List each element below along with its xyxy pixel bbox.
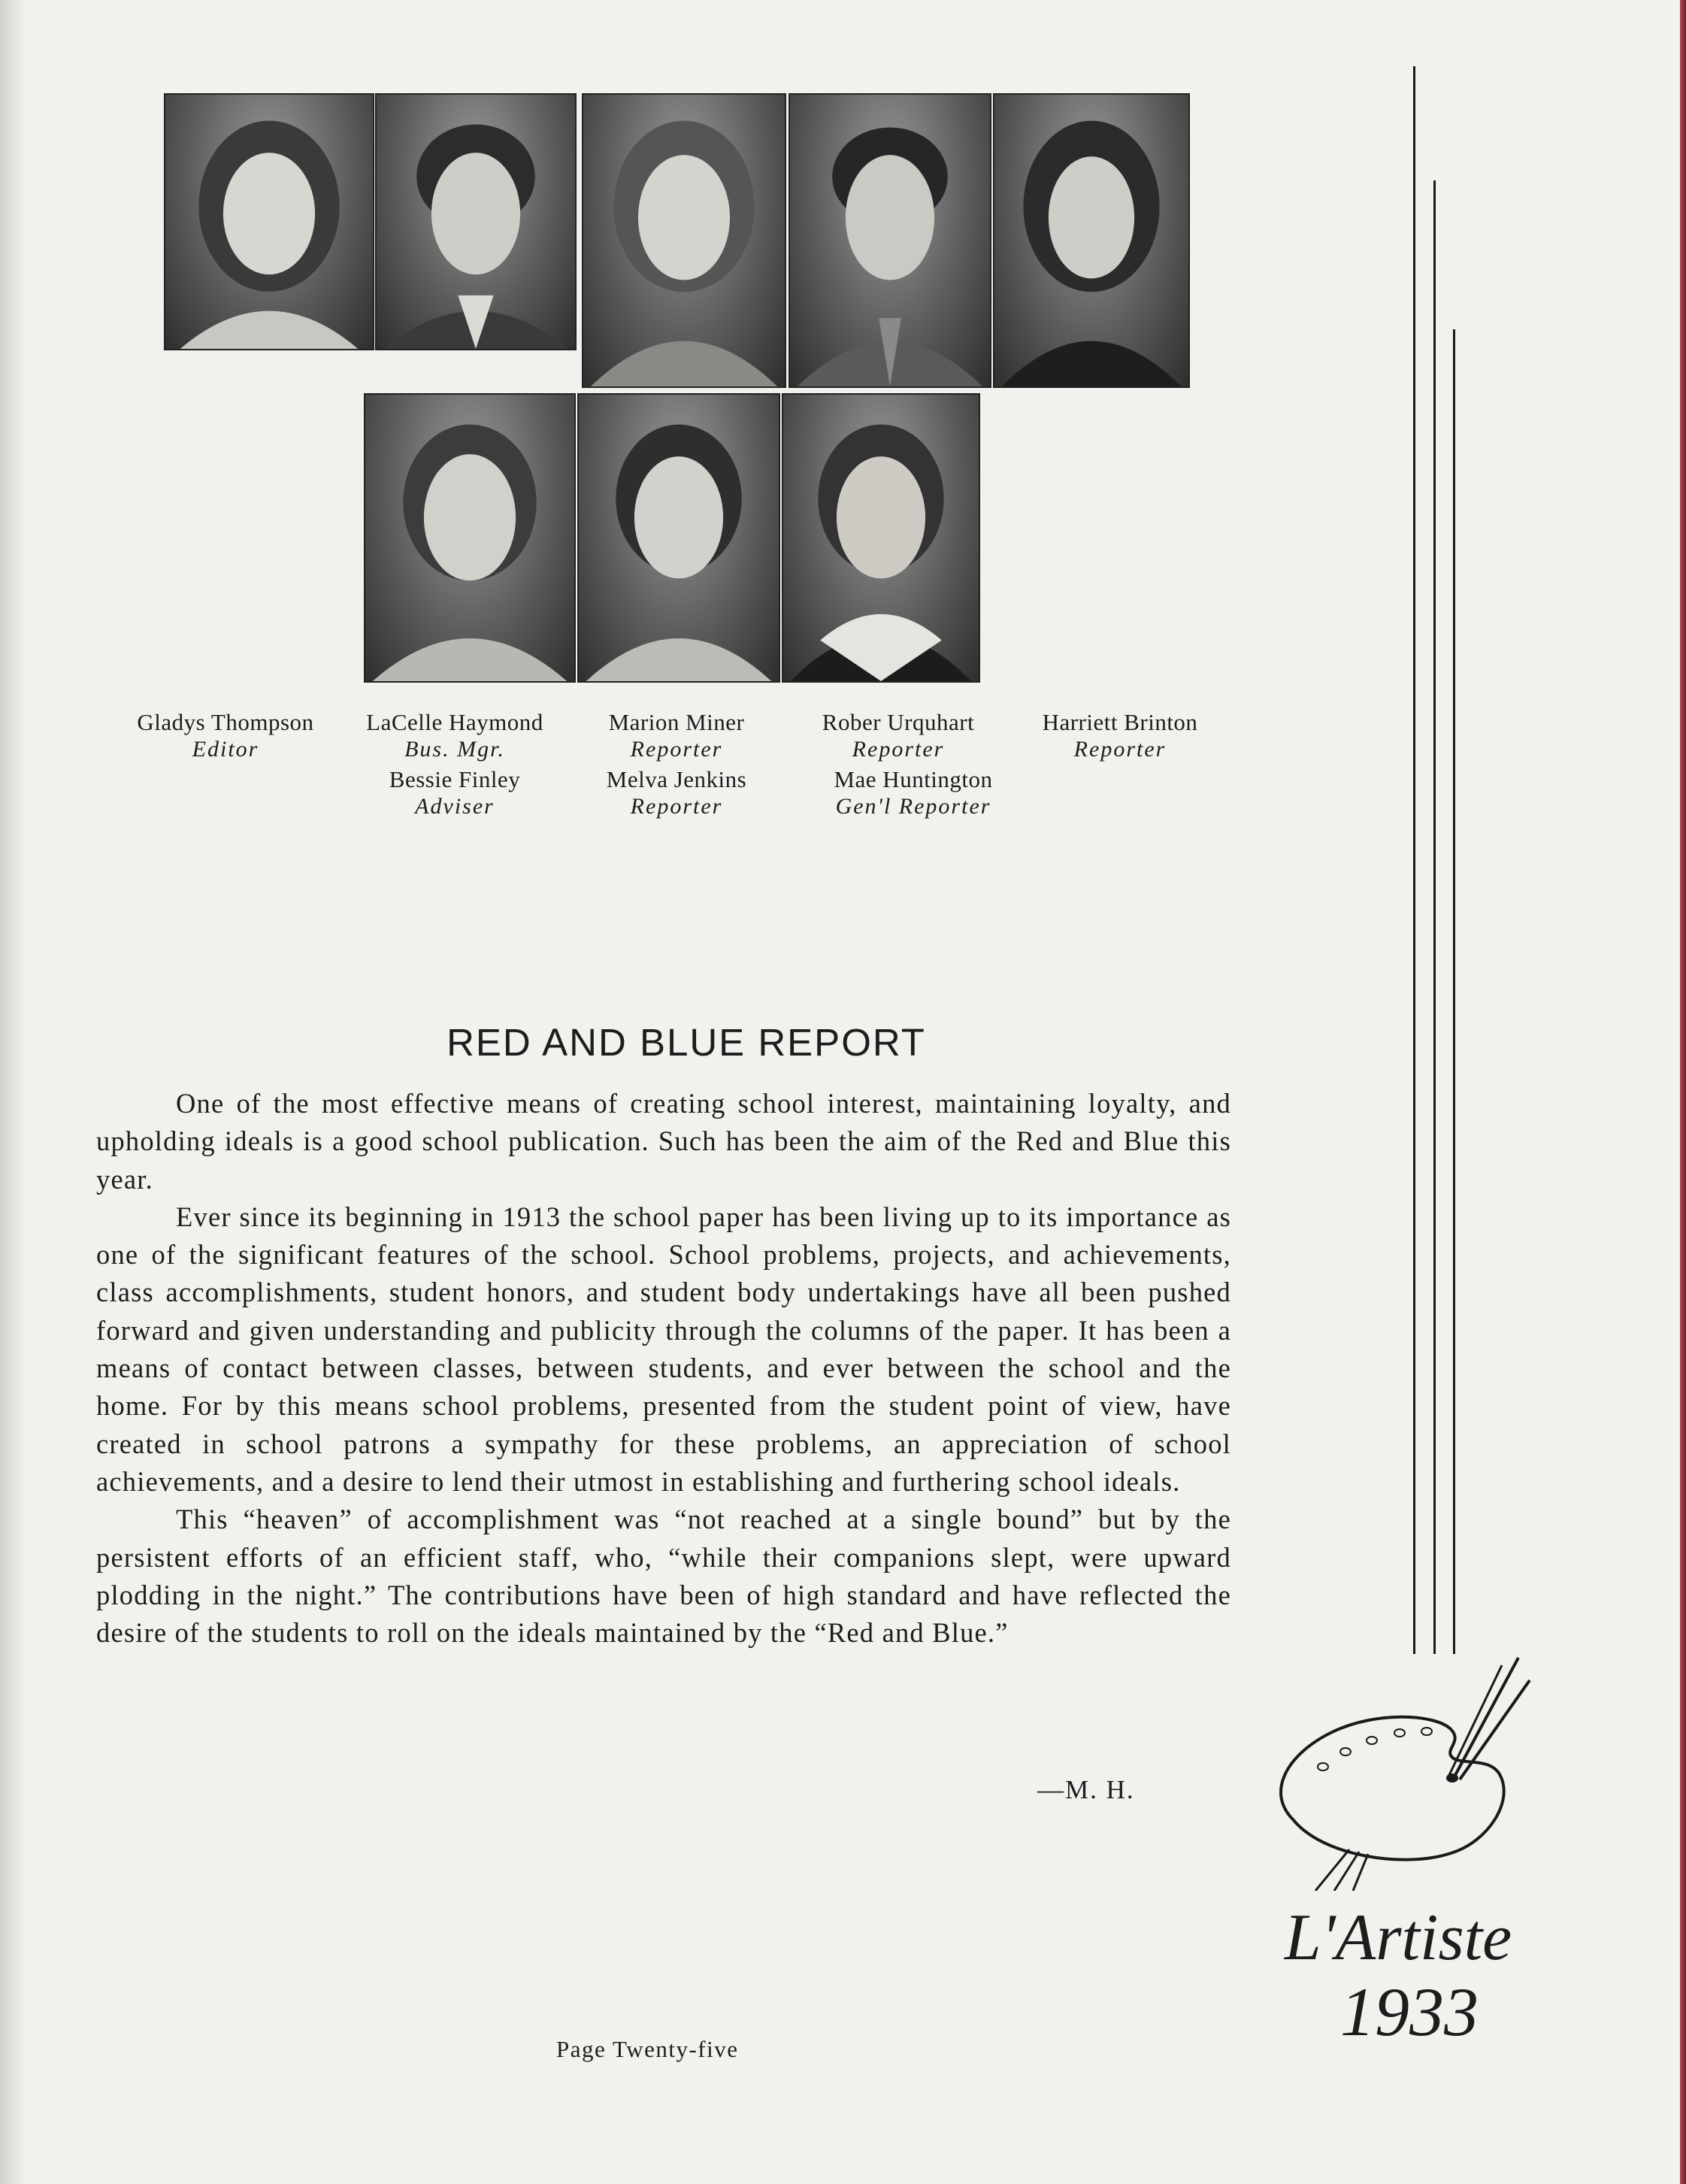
staff-role: Reporter xyxy=(852,737,945,762)
staff-name: Gladys Thompson xyxy=(137,709,314,735)
yearbook-name: L'Artiste xyxy=(1284,1901,1512,1974)
paper-edge xyxy=(0,0,27,2184)
caption-gladys-thompson xyxy=(109,709,342,763)
article-title: RED AND BLUE REPORT xyxy=(446,1021,926,1064)
staff-role: Editor xyxy=(192,737,259,762)
caption-mae-huntington xyxy=(797,766,1030,820)
staff-role: Gen'l Reporter xyxy=(835,794,991,819)
article-paragraph: This “heaven” of accomplishment was “not reached at a single bound” but by the persistent efforts of an efficient staff, who, “while their companions slept, were upward plodding in the night.” The contributions have been of high standard and have reflected the desire of the students to roll on the ideals maintained by the “Red and Blue.” xyxy=(96,1504,1231,1649)
portrait-mae-huntington xyxy=(782,393,980,683)
staff-name: Bessie Finley xyxy=(389,766,521,792)
caption-rober-urquhart xyxy=(793,709,1003,763)
binding-edge xyxy=(1680,0,1686,2184)
portrait-bessie-finley xyxy=(364,393,576,683)
staff-role: Reporter xyxy=(630,794,723,819)
staff-name: Marion Miner xyxy=(608,709,745,735)
staff-role: Reporter xyxy=(630,737,723,762)
caption-marion-miner xyxy=(571,709,782,763)
portrait-melva-jenkins xyxy=(577,393,780,683)
caption-harriett-brinton xyxy=(1011,709,1229,763)
yearbook-year: 1933 xyxy=(1340,1973,1479,2050)
staff-name: Harriett Brinton xyxy=(1042,709,1198,735)
staff-name: LaCelle Haymond xyxy=(366,709,543,735)
yearbook-logo xyxy=(1263,1902,1533,2049)
caption-lacelle-haymond xyxy=(342,709,568,763)
article-signature: —M. H. xyxy=(1037,1775,1135,1804)
caption-melva-jenkins xyxy=(571,766,782,820)
decorative-line xyxy=(1453,329,1455,1654)
portrait-lacelle-haymond xyxy=(375,93,577,350)
staff-name: Melva Jenkins xyxy=(606,766,747,792)
decorative-line xyxy=(1413,66,1415,1654)
portrait-gladys-thompson xyxy=(164,93,374,350)
article-paragraph: One of the most effective means of creating school interest, maintaining loyalty, and upholding ideals is a good school publication. Such has been the aim of the Red and Blue this year. xyxy=(96,1088,1231,1195)
portrait-harriett-brinton xyxy=(993,93,1190,388)
caption-bessie-finley xyxy=(342,766,568,820)
staff-role: Bus. Mgr. xyxy=(404,737,505,762)
portrait-rober-urquhart xyxy=(789,93,991,388)
article-body xyxy=(96,1085,1231,1652)
staff-name: Rober Urquhart xyxy=(822,709,975,735)
staff-name: Mae Huntington xyxy=(834,766,993,792)
staff-role: Adviser xyxy=(415,794,495,819)
article-paragraph: Ever since its beginning in 1913 the school paper has been living up to its importance as one of the significant features of the school. School problems, projects, and achievements, class accomplishments, student honors, and student body undertakings have all been pushed forward and given understanding and publicity through the columns of the paper. It has been a means of contact between classes, between students, and ever between the school and the home. For by this means school problems, presented from the student point of view, have created in school patrons a sympathy for these problems, an appreciation of school achievements, and a desire to lend their utmost in establishing and furthering school ideals. xyxy=(96,1201,1231,1497)
staff-role: Reporter xyxy=(1073,737,1167,762)
page-number: Page Twenty-five xyxy=(556,2036,739,2062)
palette-icon xyxy=(1263,1643,1533,1891)
portrait-marion-miner xyxy=(582,93,786,388)
decorative-line xyxy=(1433,180,1436,1654)
